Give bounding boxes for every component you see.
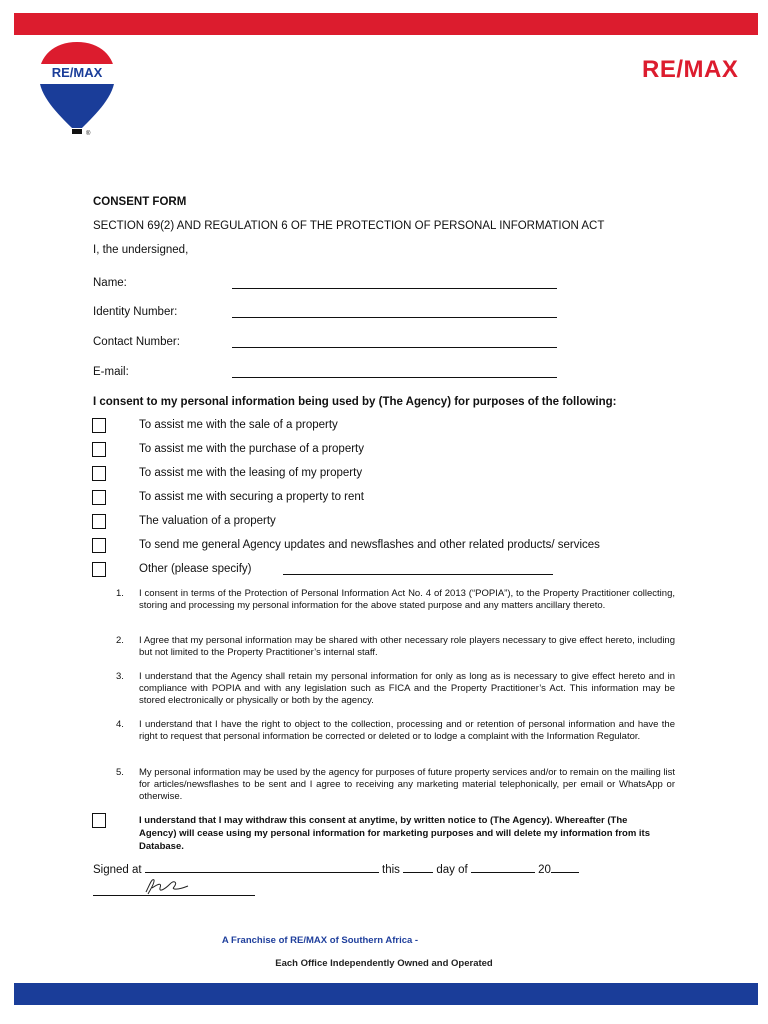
option-leasing-label: To assist me with the leasing of my property bbox=[139, 467, 363, 479]
consent-heading: I consent to my personal information being used by (The Agency) for purposes of the following: bbox=[93, 396, 617, 408]
clause-5-text: My personal information may be used by the agency for purposes of future property services and/or to remain on the mailing list for articles/newsflashes to be sent and I agree to receiving any marketing material telephonically, per email or WhatsApp or otherwise. bbox=[139, 767, 675, 802]
clause-3-number: 3. bbox=[116, 671, 124, 682]
clause-2-number: 2. bbox=[116, 635, 124, 646]
independent-footer: Each Office Independently Owned and Operated bbox=[275, 958, 493, 969]
signed-at-field[interactable] bbox=[145, 862, 379, 873]
withdraw-consent-text: I understand that I may withdraw this consent at anytime, by written notice to (The Agency). Whereafter (The Agency) will cease using my personal information for marketing purposes and will delete my information from its Database. bbox=[139, 815, 650, 852]
form-title: CONSENT FORM bbox=[93, 196, 187, 208]
option-updates-label: To send me general Agency updates and newsflashes and other related products/ services bbox=[139, 539, 600, 551]
clause-5-number: 5. bbox=[116, 767, 124, 778]
clause-1-text: I consent in terms of the Protection of Personal Information Act No. 4 of 2013 (“POPIA”), to the Property Practitioner collecting, storing and processing my personal information for the above stated purpose and any matters ancillary thereto. bbox=[139, 588, 675, 611]
checkbox-sale[interactable] bbox=[92, 418, 106, 433]
contact-number-label: Contact Number: bbox=[93, 336, 180, 348]
clause-4-number: 4. bbox=[116, 719, 124, 730]
identity-number-field[interactable] bbox=[232, 317, 557, 318]
checkbox-leasing[interactable] bbox=[92, 466, 106, 481]
clause-3-text: I understand that the Agency shall retain my personal information for only as long as is necessary to give effect hereto and in compliance with POPIA and with any legislation such as FICA and the Property Practitioner’s Act. This information may be stored electronically or physically or both by the agency. bbox=[139, 671, 675, 706]
signed-at-label: Signed at bbox=[93, 864, 142, 876]
name-label: Name: bbox=[93, 277, 127, 289]
year-prefix: 20 bbox=[538, 864, 551, 876]
registered-mark: ® bbox=[86, 131, 91, 136]
checkbox-withdraw-consent[interactable] bbox=[92, 813, 106, 828]
identity-number-label: Identity Number: bbox=[93, 306, 178, 318]
form-section: SECTION 69(2) AND REGULATION 6 OF THE PROTECTION OF PERSONAL INFORMATION ACT bbox=[93, 220, 605, 232]
name-field[interactable] bbox=[232, 288, 557, 289]
email-field[interactable] bbox=[232, 377, 557, 378]
this-label: this bbox=[382, 864, 400, 876]
year-field[interactable] bbox=[551, 862, 579, 873]
clause-1-number: 1. bbox=[116, 588, 124, 599]
clause-4-text: I understand that I have the right to object to the collection, processing and or retention of personal information and have the right to request that personal information be corrected or deleted or to lodge a complaint with the Information Regulator. bbox=[139, 719, 675, 742]
contact-number-field[interactable] bbox=[232, 347, 557, 348]
clause-2-text: I Agree that my personal information may be shared with other necessary role players necessary to give effect hereto, including but not limited to the Property Practitioner’s internal staff. bbox=[139, 635, 675, 658]
signature-field[interactable] bbox=[93, 895, 255, 896]
remax-wordmark: RE/MAX bbox=[642, 56, 739, 83]
checkbox-rent[interactable] bbox=[92, 490, 106, 505]
balloon-blue-band bbox=[36, 84, 118, 136]
checkbox-updates[interactable] bbox=[92, 538, 106, 553]
month-field[interactable] bbox=[471, 862, 535, 873]
remax-balloon-logo bbox=[36, 40, 118, 136]
day-of-label: day of bbox=[436, 864, 468, 876]
option-valuation-label: The valuation of a property bbox=[139, 515, 276, 527]
franchise-footer: A Franchise of RE/MAX of Southern Africa - bbox=[221, 935, 419, 946]
option-sale-label: To assist me with the sale of a property bbox=[139, 419, 338, 431]
other-specify-field[interactable] bbox=[283, 574, 553, 575]
bottom-blue-bar bbox=[14, 983, 758, 1005]
checkbox-other[interactable] bbox=[92, 562, 106, 577]
day-field[interactable] bbox=[403, 862, 433, 873]
checkbox-purchase[interactable] bbox=[92, 442, 106, 457]
option-purchase-label: To assist me with the purchase of a property bbox=[139, 443, 364, 455]
option-other-label: Other (please specify) bbox=[139, 563, 252, 575]
balloon-logo-text: RE/MAX bbox=[51, 65, 103, 80]
form-intro: I, the undersigned, bbox=[93, 244, 189, 256]
top-red-bar bbox=[14, 13, 758, 35]
email-label: E-mail: bbox=[93, 366, 129, 378]
option-rent-label: To assist me with securing a property to rent bbox=[139, 491, 364, 503]
checkbox-valuation[interactable] bbox=[92, 514, 106, 529]
balloon-red-band bbox=[36, 40, 118, 64]
